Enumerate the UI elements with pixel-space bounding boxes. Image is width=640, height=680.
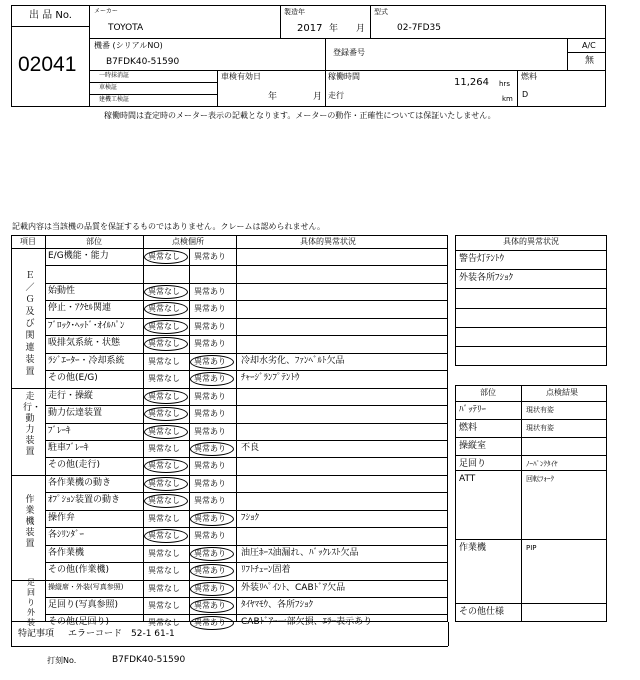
stamp-value: B7FDK40-51590 bbox=[112, 655, 186, 665]
circle-abnormal bbox=[190, 599, 234, 613]
row-part-0: E/G機能・能力 bbox=[48, 251, 109, 261]
status-normal: 異常なし bbox=[148, 374, 180, 384]
status-normal: 異常なし bbox=[148, 461, 180, 471]
row-detail-17: 油圧ﾎｰｽ油漏れ、ﾊﾞｯｸﾚｽﾄ欠品 bbox=[241, 547, 359, 558]
row-part-4: ﾌﾞﾛｯｸ･ﾍｯﾄﾞ･ｵｲﾙﾊﾟﾝ bbox=[48, 320, 125, 331]
status-abnormal: 異常あり bbox=[194, 286, 226, 296]
row-part-16: 各ｼﾘﾝﾀﾞｰ bbox=[48, 530, 85, 541]
status-abnormal: 異常あり bbox=[194, 548, 226, 558]
row-detail-6: 冷却水劣化、ﾌｧﾝﾍﾞﾙﾄ欠品 bbox=[241, 355, 345, 366]
maker-value: TOYOTA bbox=[108, 23, 144, 33]
right-row-result: 回転ﾌｫｰｸ bbox=[526, 475, 554, 483]
vehicle-cert-label: 車検証 bbox=[99, 84, 118, 91]
row-part-7: その他(E/G) bbox=[48, 373, 98, 384]
ac-value: 無 bbox=[585, 56, 595, 66]
year-unit: 年 bbox=[329, 24, 339, 34]
right-result-table bbox=[455, 385, 607, 622]
status-normal: 異常なし bbox=[148, 252, 180, 261]
col-check-header: 点検個所 bbox=[172, 237, 204, 246]
status-abnormal: 異常あり bbox=[194, 339, 226, 349]
circle-normal bbox=[144, 250, 188, 264]
right-result-header: 点検結果 bbox=[546, 388, 578, 397]
ac-label: A/C bbox=[582, 41, 596, 50]
circle-abnormal bbox=[190, 442, 234, 456]
group-work: 作業機装置 bbox=[25, 495, 35, 549]
remarks-label: 特記事項 bbox=[18, 629, 55, 639]
lot-number: 02041 bbox=[18, 53, 77, 76]
right-row-part: 操縦室 bbox=[459, 441, 487, 451]
right-part-header: 部位 bbox=[480, 388, 496, 397]
status-abnormal: 異常あり bbox=[194, 304, 226, 314]
status-abnormal: 異常あり bbox=[194, 321, 226, 331]
temp-cert-label: 一時抹消証 bbox=[99, 72, 130, 79]
status-abnormal: 異常あり bbox=[194, 443, 226, 453]
inspection-month-unit: 月 bbox=[313, 92, 323, 102]
right-row-part: 作業機 bbox=[459, 543, 487, 553]
year-value: 2017 bbox=[297, 23, 323, 34]
row-detail-15: ﾌｼｮｸ bbox=[241, 512, 260, 523]
inspection-table bbox=[11, 235, 448, 622]
col-detail-header: 具体的異常状況 bbox=[300, 237, 356, 246]
row-part-3: 停止・ｱｸｾﾙ関連 bbox=[48, 303, 112, 314]
circle-normal bbox=[144, 477, 188, 491]
col-part-header: 部位 bbox=[86, 237, 102, 246]
hours-value: 11,264 bbox=[454, 77, 489, 88]
status-normal: 異常なし bbox=[148, 548, 180, 558]
stamp-label: 打刻No. bbox=[47, 656, 77, 665]
status-abnormal: 異常あり bbox=[194, 426, 226, 436]
status-abnormal: 異常あり bbox=[194, 583, 226, 593]
circle-normal bbox=[144, 407, 188, 421]
row-detail-7: ﾁｬｰｼﾞﾗﾝﾌﾟﾃﾝﾄｳ bbox=[241, 373, 300, 384]
row-part-14: ｵﾌﾟｼｮﾝ装置の動き bbox=[48, 495, 121, 506]
status-abnormal: 異常あり bbox=[194, 374, 226, 384]
right-row-result: ﾉｰﾊﾟﾝｸﾀｲﾔ bbox=[526, 460, 558, 468]
row-part-20: 足回り(写真参照) bbox=[48, 600, 119, 610]
status-normal: 異常なし bbox=[148, 478, 180, 488]
disclaimer: 記載内容は当該機の品質を保証するものではありません。クレームは認められません。 bbox=[12, 222, 325, 231]
circle-normal bbox=[144, 425, 188, 439]
row-part-15: 操作弁 bbox=[48, 512, 76, 523]
circle-abnormal bbox=[190, 582, 234, 596]
right-row-part: 足回り bbox=[459, 459, 487, 469]
right-row-part: ATT bbox=[459, 474, 476, 484]
status-normal: 異常なし bbox=[148, 321, 180, 331]
right-row-part: その他仕様 bbox=[459, 607, 505, 617]
status-normal: 異常なし bbox=[148, 443, 180, 453]
row-part-5: 吸排気系統・状態 bbox=[48, 338, 121, 349]
month-unit: 月 bbox=[356, 24, 366, 34]
row-part-11: 駐車ﾌﾞﾚｰｷ bbox=[48, 442, 89, 453]
col-item-header: 項目 bbox=[20, 237, 36, 246]
status-abnormal: 異常あり bbox=[194, 391, 226, 401]
status-abnormal: 異常あり bbox=[194, 601, 226, 610]
right-row-result: 現状有姿 bbox=[526, 406, 554, 414]
row-part-12: その他(走行) bbox=[48, 460, 101, 471]
row-part-21: その他(足回り) bbox=[48, 617, 110, 628]
row-part-17: 各作業機 bbox=[48, 547, 85, 558]
group-engine: Ｅ／Ｇ及び関連装置 bbox=[25, 271, 35, 377]
status-normal: 異常なし bbox=[148, 356, 180, 366]
row-detail-20: ﾀｲﾔﾏﾓｳ、各所ﾌｼｮｸ bbox=[241, 600, 314, 610]
lot-label: 出 品 No. bbox=[29, 10, 72, 21]
status-abnormal: 異常あり bbox=[194, 496, 226, 506]
fuel-label: 燃料 bbox=[521, 72, 537, 81]
circle-abnormal bbox=[190, 355, 234, 369]
hours-label: 稼働時間 bbox=[328, 72, 360, 81]
hours-note: 稼働時間は査定時のメーター表示の記載となります。メーターの動作・正確性については保証いたしません。 bbox=[104, 111, 496, 120]
status-normal: 異常なし bbox=[148, 583, 180, 593]
remarks-value: エラーコード 52-1 61-1 bbox=[68, 629, 175, 639]
circle-normal bbox=[144, 390, 188, 404]
row-detail-19: 外装ﾘﾍﾟｲﾝﾄ、CABﾄﾞｱ欠品 bbox=[241, 582, 346, 593]
travel-label: 走行 bbox=[328, 91, 344, 100]
circle-abnormal bbox=[190, 616, 234, 630]
circle-normal bbox=[144, 320, 188, 334]
group-travel: 走行・動力装置 bbox=[23, 392, 42, 457]
hours-unit: hrs bbox=[499, 80, 510, 88]
status-abnormal: 異常あり bbox=[194, 409, 226, 419]
group-undercarriage: 足回り外装 bbox=[27, 578, 35, 627]
row-detail-11: 不良 bbox=[241, 442, 260, 453]
status-abnormal: 異常あり bbox=[194, 513, 226, 523]
fuel-value: D bbox=[522, 90, 529, 99]
model-label: 型式 bbox=[374, 8, 388, 16]
status-abnormal: 異常あり bbox=[194, 461, 226, 471]
row-part-9: 動力伝達装置 bbox=[48, 408, 103, 419]
maker-label: メーカー bbox=[94, 8, 118, 15]
status-normal: 異常なし bbox=[148, 409, 180, 419]
serial-value: B7FDK40-51590 bbox=[106, 57, 180, 67]
registration-label: 登録番号 bbox=[333, 48, 365, 57]
right-row-part: 燃料 bbox=[459, 423, 478, 433]
right-row-result: 現状有姿 bbox=[526, 424, 554, 432]
status-abnormal: 異常あり bbox=[194, 252, 226, 261]
inspection-date-label: 車検有効日 bbox=[221, 72, 261, 81]
right-detail-header: 具体的異常状況 bbox=[503, 237, 559, 246]
circle-abnormal bbox=[190, 512, 234, 526]
status-normal: 異常なし bbox=[148, 391, 180, 401]
km-unit: km bbox=[502, 95, 513, 103]
status-normal: 異常なし bbox=[148, 566, 180, 576]
serial-label: 機番 (シリアルNO) bbox=[94, 41, 163, 50]
status-normal: 異常なし bbox=[148, 601, 180, 610]
year-label: 製造年 bbox=[284, 8, 305, 16]
right-detail-item: 警告灯ﾃﾝﾄｳ bbox=[459, 254, 505, 264]
row-part-2: 始動性 bbox=[48, 285, 76, 296]
status-normal: 異常なし bbox=[148, 496, 180, 506]
construction-cert-label: 建機工検証 bbox=[99, 96, 130, 103]
row-detail-21: CABﾄﾞｱｰ一部欠損、ｴﾗｰ表示あり bbox=[241, 617, 373, 628]
status-abnormal: 異常あり bbox=[194, 531, 226, 541]
row-part-13: 各作業機の動き bbox=[48, 477, 112, 488]
status-abnormal: 異常あり bbox=[194, 618, 226, 628]
row-part-18: その他(作業機) bbox=[48, 565, 110, 576]
inspection-year-unit: 年 bbox=[268, 92, 278, 102]
row-part-8: 走行・操縦 bbox=[48, 390, 94, 401]
right-row-result: PIP bbox=[526, 544, 537, 552]
status-normal: 異常なし bbox=[148, 513, 180, 523]
status-normal: 異常なし bbox=[148, 618, 180, 628]
row-part-10: ﾌﾞﾚｰｷ bbox=[48, 425, 71, 436]
row-part-6: ﾗｼﾞｴｰﾀｰ・冷却系統 bbox=[48, 355, 125, 366]
status-abnormal: 異常あり bbox=[194, 356, 226, 366]
circle-abnormal bbox=[190, 564, 234, 578]
status-normal: 異常なし bbox=[148, 531, 180, 541]
model-value: 02-7FD35 bbox=[397, 23, 441, 33]
row-part-19: 操縦席・外装(写真参照) bbox=[48, 582, 124, 591]
status-normal: 異常なし bbox=[148, 339, 180, 349]
status-abnormal: 異常あり bbox=[194, 566, 226, 576]
status-normal: 異常なし bbox=[148, 426, 180, 436]
right-row-part: ﾊﾞｯﾃﾘｰ bbox=[459, 405, 487, 415]
status-abnormal: 異常あり bbox=[194, 478, 226, 488]
circle-normal bbox=[144, 285, 188, 299]
status-normal: 異常なし bbox=[148, 286, 180, 296]
circle-abnormal bbox=[190, 547, 234, 561]
status-normal: 異常なし bbox=[148, 304, 180, 314]
right-detail-item: 外装各所ﾌｼｮｸ bbox=[459, 273, 514, 284]
row-detail-18: ﾘﾌﾄﾁｪｰﾝ固着 bbox=[241, 565, 291, 576]
